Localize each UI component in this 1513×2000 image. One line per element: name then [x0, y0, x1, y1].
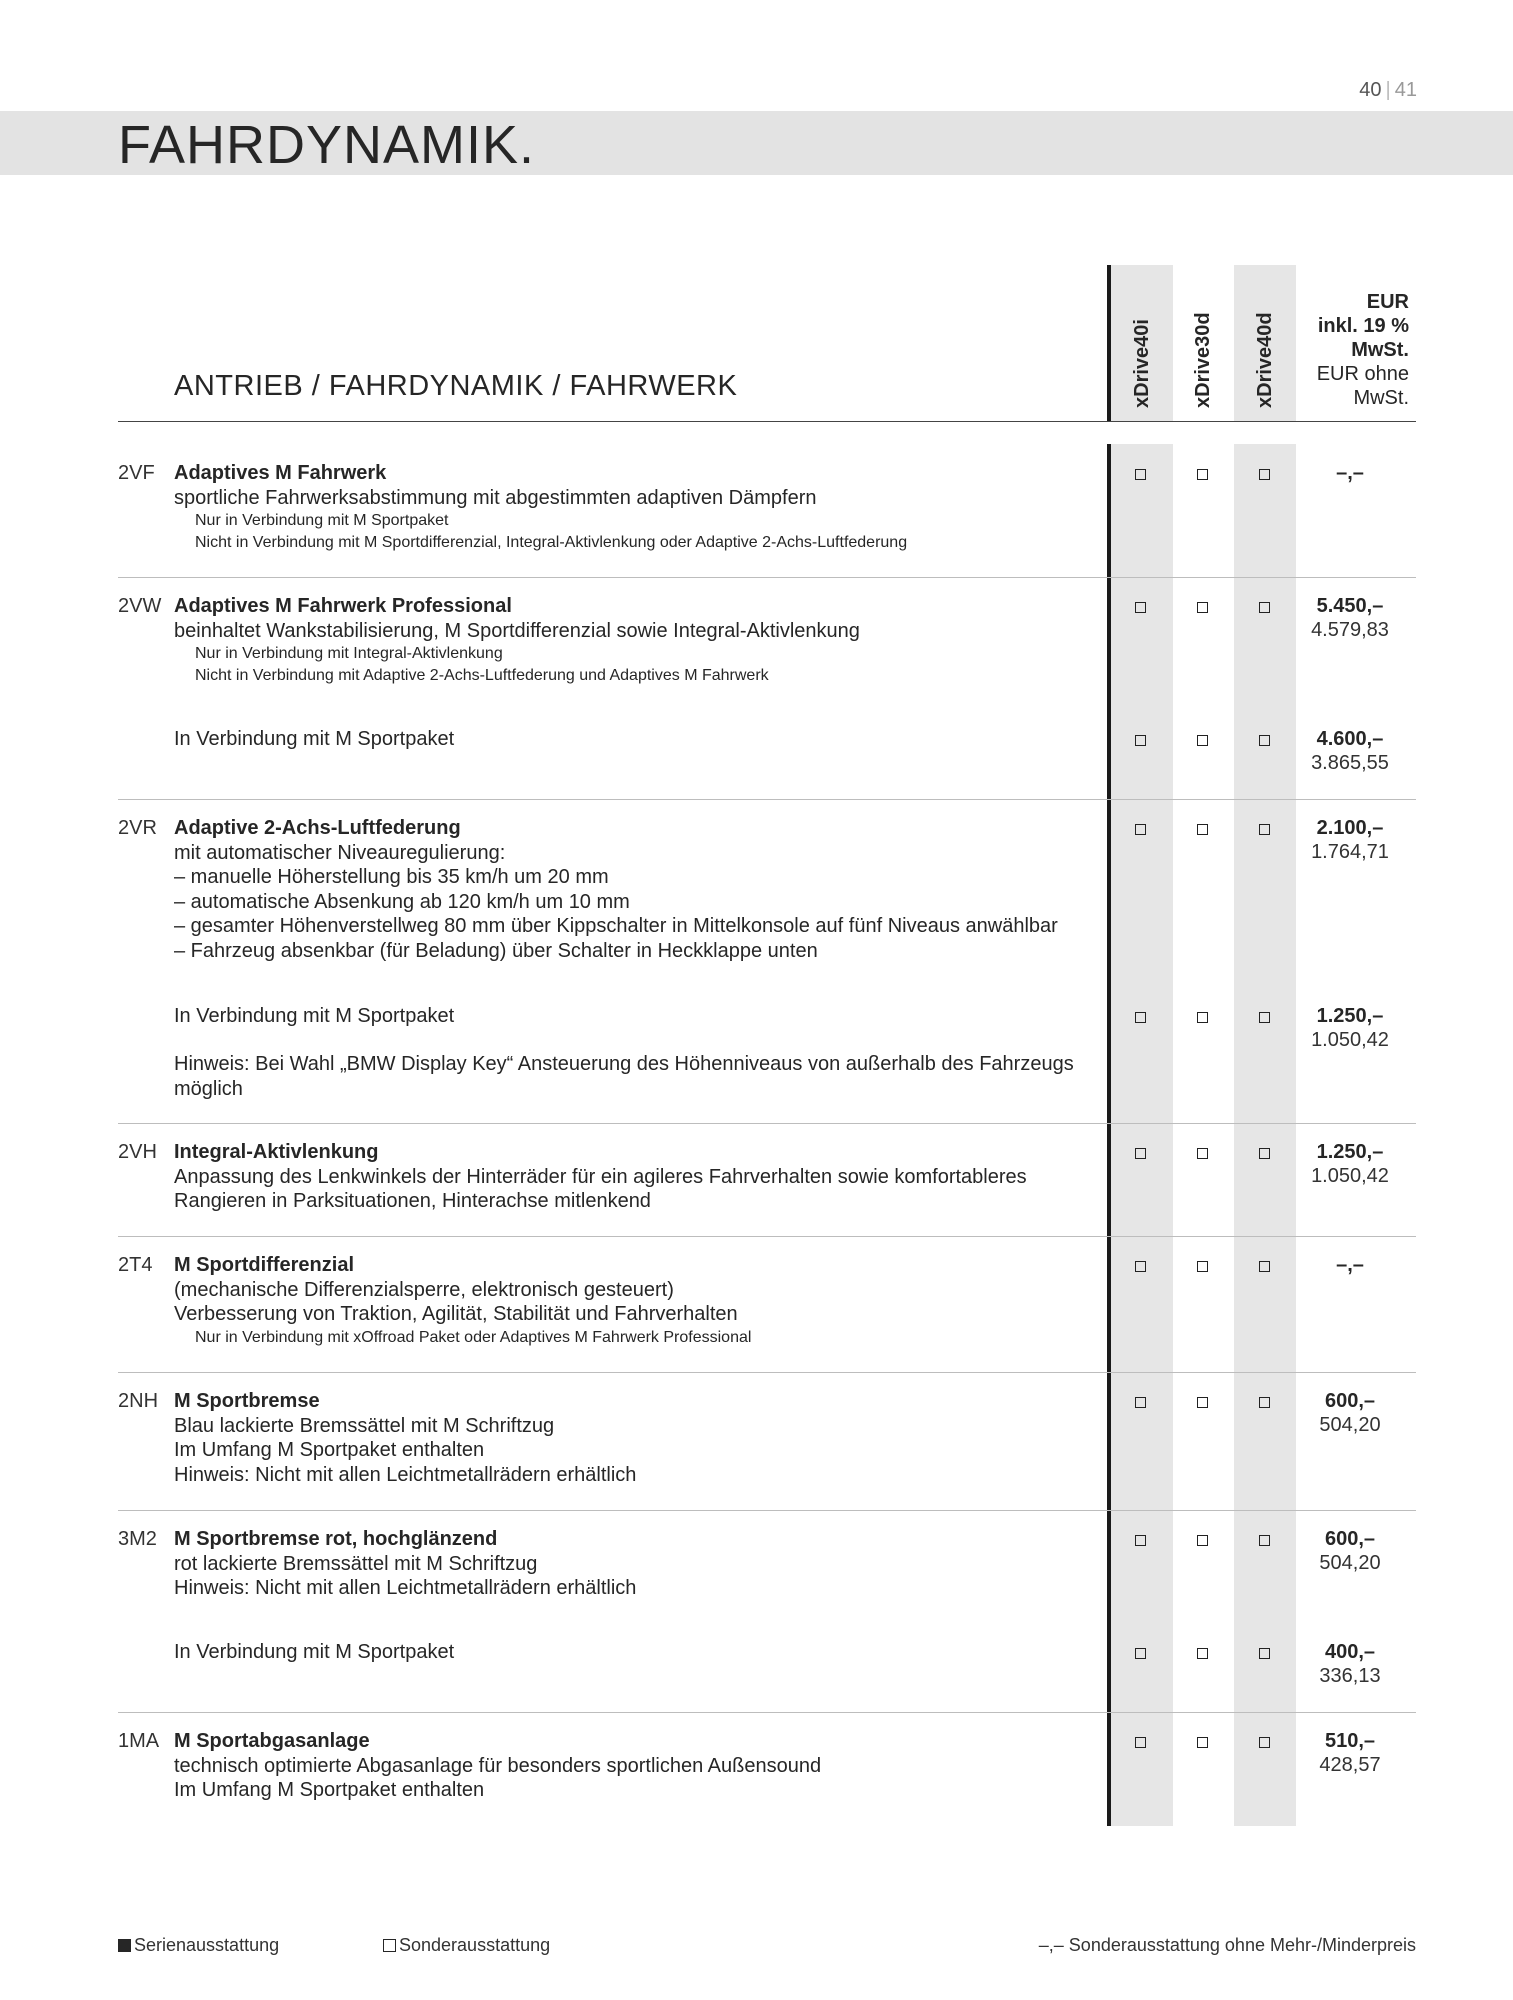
row-divider [118, 1123, 1416, 1124]
filled-square-icon [118, 1939, 131, 1952]
row-divider [118, 799, 1416, 800]
legend-sonderausstattung [383, 1935, 550, 1956]
option-line: Im Umfang M Sportpaket enthalten [174, 1779, 485, 1801]
option-price [1300, 594, 1400, 642]
option-code: 2VW [118, 595, 162, 617]
option-checkbox[interactable] [1197, 1397, 1208, 1408]
option-note: Nur in Verbindung mit M Sportpaket [195, 512, 449, 529]
hint-line: Hinweis: Bei Wahl „BMW Display Key“ Ansteuerung des Höhenniveaus von außerhalb des Fahrzeugs [174, 1053, 1074, 1075]
option-description [174, 1389, 1074, 1487]
option-note: Nicht in Verbindung mit Adaptive 2-Achs-Luftfederung und Adaptives M Fahrwerk [195, 667, 769, 684]
price-incl-vat: –,– [1336, 462, 1364, 484]
column-header-label: xDrive30d [1192, 312, 1214, 408]
option-line: sportliche Fahrwerksabstimmung mit abgestimmten adaptiven Dämpfern [174, 486, 817, 509]
option-line: technisch optimierte Abgasanlage für besonders sportlichen Außensound [174, 1754, 822, 1777]
option-price [1300, 816, 1400, 864]
price-incl-vat: 4.600,– [1316, 728, 1384, 750]
option-checkbox[interactable] [1135, 1012, 1146, 1023]
price-excl-vat: 4.579,83 [1311, 619, 1389, 641]
option-note: Nur in Verbindung mit xOffroad Paket oder Adaptives M Fahrwerk Professional [195, 1328, 752, 1346]
price-excl-vat: 504,20 [1319, 1414, 1381, 1436]
option-checkbox[interactable] [1259, 1648, 1270, 1659]
option-checkbox[interactable] [1135, 1737, 1146, 1748]
option-checkbox[interactable] [1197, 1148, 1208, 1159]
option-checkbox[interactable] [1135, 1535, 1146, 1546]
column-header-xdrive40d [1234, 268, 1296, 408]
option-description [174, 594, 1074, 687]
legend-ohne-mehrpreis [1039, 1935, 1416, 1956]
row-divider [118, 1712, 1416, 1713]
option-note: Nicht in Verbindung mit M Sportdifferenzial, Integral-Aktivlenkung oder Adaptive 2-Achs-Luftfederung [195, 534, 908, 551]
page-title: FAHRDYNAMIK. [118, 115, 536, 175]
option-variant-price [1300, 1004, 1400, 1052]
option-line: – Fahrzeug absenkbar (für Beladung) über Schalter in Heckklappe unten [174, 939, 818, 962]
option-note: Nur in Verbindung mit Integral-Aktivlenkung [195, 645, 503, 662]
option-checkbox[interactable] [1135, 1148, 1146, 1159]
row-divider [118, 577, 1416, 578]
option-description [174, 1527, 1074, 1601]
option-variant-price [1300, 727, 1400, 775]
header-rule [118, 421, 1416, 422]
option-checkbox[interactable] [1259, 602, 1270, 613]
option-checkbox[interactable] [1259, 1261, 1270, 1272]
option-line: (mechanische Differenzialsperre, elektronisch gesteuert) [174, 1278, 674, 1301]
price-excl-vat: 1.050,42 [1311, 1029, 1389, 1051]
page-number [1359, 79, 1417, 102]
option-price [1300, 1253, 1400, 1277]
option-code: 2T4 [118, 1254, 153, 1276]
option-checkbox[interactable] [1197, 1261, 1208, 1272]
option-line: beinhaltet Wankstabilisierung, M Sportdifferenzial sowie Integral-Aktivlenkung [174, 619, 860, 642]
price-excl-vat: 504,20 [1319, 1552, 1381, 1574]
price-incl-vat: 1.250,– [1316, 1141, 1384, 1163]
column-header-xdrive30d [1172, 268, 1234, 408]
section-title: ANTRIEB / FAHRDYNAMIK / FAHRWERK [174, 370, 738, 402]
option-variant-text: In Verbindung mit M Sportpaket [174, 728, 455, 750]
option-title: Adaptive 2-Achs-Luftfederung [174, 817, 461, 839]
option-checkbox[interactable] [1197, 469, 1208, 480]
option-code: 2VR [118, 817, 157, 839]
option-title: M Sportabgasanlage [174, 1730, 370, 1752]
option-line: – manuelle Höherstellung bis 35 km/h um 20 mm [174, 866, 609, 888]
price-header-line: MwSt. [1353, 387, 1409, 409]
option-checkbox[interactable] [1259, 735, 1270, 746]
option-checkbox[interactable] [1259, 1012, 1270, 1023]
option-description [174, 1140, 1074, 1214]
option-code: 2VF [118, 462, 155, 484]
option-description [174, 1253, 1074, 1349]
option-checkbox[interactable] [1197, 735, 1208, 746]
option-checkbox[interactable] [1259, 824, 1270, 835]
price-incl-vat: 510,– [1324, 1730, 1376, 1752]
price-incl-vat: 1.250,– [1316, 1005, 1384, 1027]
option-checkbox[interactable] [1135, 824, 1146, 835]
option-checkbox[interactable] [1259, 1397, 1270, 1408]
price-header-line: EUR [1366, 291, 1409, 313]
column-bg-3 [1234, 444, 1296, 1826]
price-excl-vat: 1.764,71 [1311, 841, 1389, 863]
option-line: mit automatischer Niveauregulierung: [174, 841, 506, 864]
column-header-xdrive40i [1111, 268, 1173, 408]
page-number-right: 41 [1394, 79, 1417, 101]
option-title: Adaptives M Fahrwerk [174, 462, 387, 484]
option-line: Hinweis: Nicht mit allen Leichtmetallrädern erhältlich [174, 1577, 637, 1599]
price-header-line: EUR ohne [1316, 363, 1409, 385]
option-description [174, 1729, 1074, 1803]
option-checkbox[interactable] [1135, 469, 1146, 480]
row-divider [118, 1510, 1416, 1511]
option-checkbox[interactable] [1135, 1397, 1146, 1408]
option-code: 3M2 [118, 1528, 157, 1550]
column-bg-1 [1111, 444, 1173, 1826]
empty-square-icon [383, 1939, 396, 1952]
option-title: Integral-Aktivlenkung [174, 1141, 379, 1163]
price-incl-vat: 5.450,– [1316, 595, 1384, 617]
price-header-line: inkl. 19 % [1317, 315, 1409, 337]
option-line: Im Umfang M Sportpaket enthalten [174, 1439, 485, 1461]
legend-label: Serienausstattung [134, 1935, 280, 1955]
legend-label: Sonderausstattung [399, 1935, 551, 1955]
option-line: Hinweis: Nicht mit allen Leichtmetallrädern erhältlich [174, 1463, 637, 1486]
option-title: M Sportdifferenzial [174, 1254, 355, 1276]
option-price [1300, 461, 1400, 485]
option-title: Adaptives M Fahrwerk Professional [174, 595, 512, 617]
option-code: 2NH [118, 1390, 159, 1412]
option-hint [174, 1052, 1074, 1101]
option-code: 2VH [118, 1141, 157, 1163]
option-checkbox[interactable] [1197, 1535, 1208, 1546]
option-description [174, 461, 1074, 554]
option-checkbox[interactable] [1259, 1737, 1270, 1748]
price-excl-vat: 336,13 [1319, 1665, 1381, 1687]
vertical-rule [1107, 444, 1111, 1826]
legend-label: –,– Sonderausstattung ohne Mehr-/Minderpreis [1038, 1935, 1416, 1955]
price-incl-vat: –,– [1336, 1254, 1364, 1276]
option-price [1300, 1389, 1400, 1437]
option-description [174, 816, 1074, 963]
price-incl-vat: 2.100,– [1316, 817, 1384, 839]
option-checkbox[interactable] [1197, 602, 1208, 613]
option-line: – gesamter Höhenverstellweg 80 mm über Kippschalter in Mittelkonsole auf fünf Niveaus anwählbar [174, 915, 1058, 937]
price-incl-vat: 400,– [1324, 1641, 1376, 1663]
option-checkbox[interactable] [1135, 735, 1146, 746]
option-checkbox[interactable] [1259, 1148, 1270, 1159]
option-line: Anpassung des Lenkwinkels der Hinterräder für ein agileres Fahrverhalten sowie komfortableres [174, 1165, 1027, 1188]
option-code: 1MA [118, 1730, 160, 1752]
option-checkbox[interactable] [1259, 469, 1270, 480]
option-variant-price [1300, 1640, 1400, 1688]
option-price [1300, 1527, 1400, 1575]
page-number-separator: | [1385, 79, 1391, 101]
price-incl-vat: 600,– [1324, 1528, 1376, 1550]
option-line: rot lackierte Bremssättel mit M Schriftzug [174, 1552, 538, 1575]
option-checkbox[interactable] [1197, 1737, 1208, 1748]
row-divider [118, 1372, 1416, 1373]
option-variant-text: In Verbindung mit M Sportpaket [174, 1005, 455, 1027]
option-line: Rangieren in Parksituationen, Hinterachse mitlenkend [174, 1190, 651, 1212]
column-header-label: xDrive40d [1254, 312, 1276, 408]
option-line: – automatische Absenkung ab 120 km/h um 10 mm [174, 890, 630, 913]
option-checkbox[interactable] [1197, 1012, 1208, 1023]
option-variant-text: In Verbindung mit M Sportpaket [174, 1641, 455, 1663]
option-checkbox[interactable] [1197, 1648, 1208, 1659]
price-header-line: MwSt. [1351, 339, 1409, 361]
option-checkbox[interactable] [1135, 1648, 1146, 1659]
option-checkbox[interactable] [1135, 602, 1146, 613]
price-excl-vat: 3.865,55 [1311, 752, 1389, 774]
row-divider [118, 1236, 1416, 1237]
option-checkbox[interactable] [1259, 1535, 1270, 1546]
option-line: Verbesserung von Traktion, Agilität, Stabilität und Fahrverhalten [174, 1303, 738, 1325]
option-price [1300, 1729, 1400, 1777]
option-line: Blau lackierte Bremssättel mit M Schriftzug [174, 1414, 555, 1437]
option-checkbox[interactable] [1135, 1261, 1146, 1272]
option-checkbox[interactable] [1197, 824, 1208, 835]
option-price [1300, 1140, 1400, 1188]
price-excl-vat: 1.050,42 [1311, 1165, 1389, 1187]
page-number-left: 40 [1359, 79, 1382, 101]
price-excl-vat: 428,57 [1319, 1754, 1381, 1776]
price-incl-vat: 600,– [1324, 1390, 1376, 1412]
column-header-label: xDrive40i [1131, 319, 1153, 408]
option-title: M Sportbremse rot, hochglänzend [174, 1528, 498, 1550]
legend-serienausstattung [118, 1935, 279, 1956]
hint-line: möglich [174, 1077, 243, 1100]
price-header [1300, 290, 1409, 410]
option-title: M Sportbremse [174, 1390, 320, 1412]
